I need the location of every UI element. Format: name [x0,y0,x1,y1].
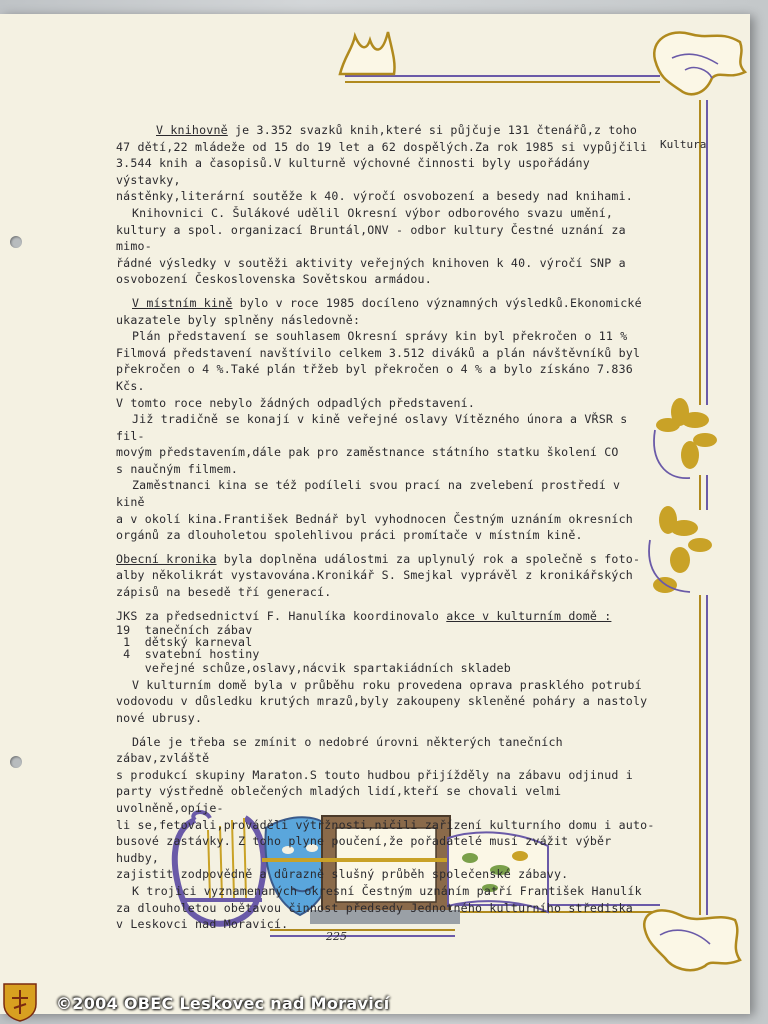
text-line: za dlouholetou obětavou činnost předsedy Jednotného kulturního střediska [116,900,633,915]
text-line [116,295,656,312]
text-line: ukazatele byly splněny následovně: [116,312,361,327]
text-line [116,608,656,625]
text-line-rest: je 3.352 svazků knih,které si půjčuje 131 čtenářů,z toho [227,123,638,137]
document-body [116,122,656,933]
text-line: li se,fetovali,prováděli výtržnosti,ničili zařízení kulturního domu i auto- [116,817,655,832]
gold-flower-icon [649,506,712,593]
text-line: movým představením,dále pak pro zaměstnance státního statku školení CO [116,445,619,460]
heading-library: V knihovně [156,123,228,137]
text-line: překročen o 4 %.Také plán třžeb byl překročen o 4 % a bylo získáno 7.836 Kčs. [116,362,633,393]
list-item: 1 dětský karneval [116,635,253,650]
text-line: K trojici vyznamenaných okresní Čestným uznáním patří František Hanulík [132,883,642,898]
text-line: orgánů za dlouholetou spolehlivou práci promítače v místním kině. [116,528,583,543]
text-line: Knihovnici C. Šulákové udělil Okresní výbor odborového svazu umění, [132,205,614,220]
text-line: s produkcí skupiny Maraton.S touto hudbou přijížděly na zábavu odjinud i [116,767,633,782]
text-line: kultury a spol. organizací Bruntál,ONV - odbor kultury Čestné uznání za mimo- [116,222,626,254]
text-line [116,551,656,568]
heading-chronicle: Obecní kronika [116,551,217,566]
text-line: Filmová představení navštívilo celkem 3.512 diváků a plán návštěvníků byl [116,345,641,360]
footer-bar [0,980,768,1024]
text-line-rest: byla doplněna událostmi za uplynulý rok a společně s foto- [216,551,641,566]
text-line: zajistit zodpovědně a důrazně slušný průběh společenské zábavy. [116,867,569,882]
text-line: Již tradičně se konají v kině veřejné oslavy Vítězného února a VŘSR s fil- [116,412,628,443]
text-line: alby několikrát vystavována.Kronikář S. Smejkal vyprávěl z kronikářských [116,568,633,583]
acanthus-leaf-bottom-icon [644,910,740,970]
text-line: nástěnky,literární soutěže k 40. výročí osvobození a besedy nad knihami. [116,189,633,204]
text-line: v Leskovci nad Moravicí. [116,917,289,932]
list-item: veřejné schůze,oslavy,nácvik spartakiádních skladeb [116,661,511,676]
text-line [116,122,656,139]
section-label: Kultura [660,138,707,151]
list-item: 19 tanečních zábav [116,623,253,638]
text-line-prefix: JKS za předsednictví F. Hanulíka koordinovalo [116,608,447,623]
text-line: 47 dětí,22 mládeže od 15 do 19 let a 62 dospělých.Za rok 1985 si vypůjčili [116,139,648,154]
acanthus-leaf-top-icon [654,32,745,94]
text-line-rest: bylo v roce 1985 docíleno významných výsledků.Ekonomické [232,295,642,310]
text-line: vodovodu v důsledku krutých mrazů,byly zakoupeny skleněné poháry a nastoly [116,694,648,709]
text-line: Zaměstnanci kina se též podíleli svou prací na zvelebení prostředí v kině [116,478,621,510]
text-line: 3.544 knih a časopisů.V kulturně výchovné činnosti byly uspořádány výstavky, [116,156,590,187]
text-line: Dále je třeba se zmínit o nedobré úrovni některých tanečních zábav,zvláště [116,734,563,766]
gold-flower-icon [654,398,717,478]
list-item: 4 svatební hostiny [116,647,260,662]
text-line: busové zastávky. Z toho plyne poučení,že pořadatelé musí zvážit výběr hudby, [116,834,612,865]
flame-ornament-icon [340,32,395,74]
copyright-text: ©2004 OBEC Leskovec nad Moravicí [56,994,390,1013]
text-line: V kulturním domě byla v průběhu roku provedena oprava prasklého potrubí [132,677,642,692]
coat-of-arms-icon [2,982,38,1022]
text-line: zápisů na besedě tří generací. [116,585,332,600]
heading-culture-house: akce v kulturním domě : [446,608,612,623]
text-line: s naučným filmem. [116,461,239,476]
page-number: 225 [326,930,347,943]
text-line: a v okolí kina.František Bednář byl vyhodnocen Čestným uznáním okresních [116,511,633,526]
text-line: V tomto roce nebylo žádných odpadlých představení. [116,395,476,410]
text-line: řádné výsledky v soutěži aktivity veřejných knihoven k 40. výročí SNP a [116,255,626,270]
heading-cinema: V místním kině [132,295,233,310]
text-line: osvobození Československa Sovětskou armádou. [116,272,432,287]
text-line: party výstředně oblečených mladých lidí,kteří se chovali velmi uvolněně,opíje- [116,784,562,815]
text-line: nové ubrusy. [116,711,203,725]
text-line: Plán představení se souhlasem Okresní správy kin byl překročen o 11 % [132,329,628,344]
